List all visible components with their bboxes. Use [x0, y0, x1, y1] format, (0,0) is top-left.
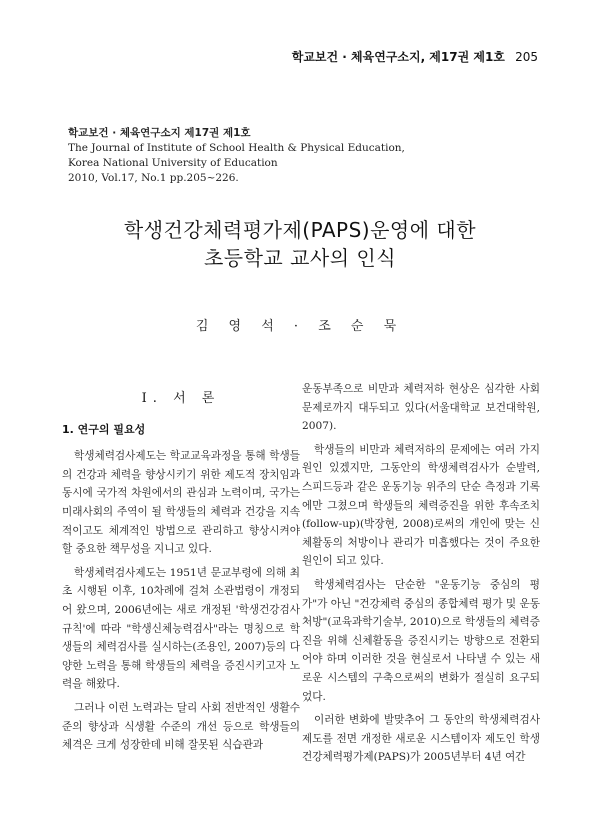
paper-title: [0, 216, 600, 272]
paragraph: 이러한 변화에 발맞추어 그 동안의 학생체력검사제도를 전면 개정한 새로운 시스템이자 제도인 학생건강체력평가제(PAPS)가 2005년부터 4년 여간: [302, 714, 540, 764]
paragraph: 학생체력검사제도는 1951년 문교부령에 의해 최초 시행된 이후, 10차례에 걸쳐 소관법령이 개정되어 왔으며, 2006년에는 새로 개정된 '학생건강검사 규칙'에 따라 "학생신체능력검사"라는 명칭으로 학생들의 체력검사를 실시하는(조용인, 2007)등의 다양한 노력을 통해 학생들의 체력을 증진시키고자 노력을 해왔다.: [62, 566, 300, 691]
paper-title-line-2: 초등학교 교사의 인식: [203, 246, 397, 270]
section-heading: Ⅰ. 서 론: [141, 391, 221, 406]
authors: 김 영 석 · 조 순 묵: [195, 319, 405, 334]
page-number: 205: [515, 50, 538, 64]
running-head: [292, 48, 538, 65]
running-head-text: 학교보건 · 체육연구소지, 제17권 제1호: [291, 50, 505, 64]
journal-info-korean: 학교보건 · 체육연구소지 제17권 제1호: [68, 127, 251, 139]
right-column: [302, 380, 540, 772]
paragraph: 학생들의 비만과 체력저하의 문제에는 여러 가지 원인 있겠지만, 그동안의 학생체력검사가 순발력, 스피드등과 같은 운동기능 위주의 단순 측정과 기록에만 그쳤으며 학생들의 체력증진을 위한 후속조치(follow-up)(박장현, 2008)로써의 개인에 맞는 신체활동의 처방이나 관리가 미흡했다는 것이 주요한 원인이 되고 있다.: [302, 443, 540, 568]
journal-info-english: The Journal of Institute of School Health & Physical Education,: [68, 142, 405, 154]
left-column: [62, 380, 300, 760]
paragraph: 학생체력검사는 단순한 "운동기능 중심의 평가"가 아닌 "건강체력 중심의 종합체력 평가 및 운동처방"(교육과학기술부, 2010)으로 학생들의 체력증진을 위해 신체활동을 증진시키는 방향으로 전환되어야 하며 이러한 것을 현실로서 나타낼 수 있는 새로운 시스템의 구축으로써의 변화가 절실히 요구되었다.: [302, 578, 540, 703]
journal-info-university: Korea National University of Education: [68, 157, 278, 169]
paragraph: 그러나 이런 노력과는 달리 사회 전반적인 생활수준의 향상과 식생활 수준의 개선 등으로 학생들의 체격은 크게 성장한데 비해 잘못된 식습관과: [62, 701, 300, 752]
journal-info-citation: 2010, Vol.17, No.1 pp.205~226.: [68, 172, 239, 184]
paragraph: 학생체력검사제도는 학교교육과정을 통해 학생들의 건강과 체력을 향상시키기 위한 제도적 장치임과 동시에 국가적 차원에서의 관심과 노력이며, 국가는 미래사회의 주역이 될 학생들의 체력과 건강을 지속적이고도 체계적인 방법으로 관리하고 향상시켜야 할 중요한 책무성을 지니고 있다.: [62, 450, 300, 556]
journal-info: [68, 126, 405, 186]
paragraph: 운동부족으로 비만과 체력저하 현상은 심각한 사회 문제로까지 대두되고 있다(서울대학교 보건대학원, 2007).: [302, 383, 540, 433]
sub-heading: 1. 연구의 필요성: [62, 422, 146, 436]
paper-title-line-1: 학생건강체력평가제(PAPS)운영에 대한: [123, 218, 477, 242]
